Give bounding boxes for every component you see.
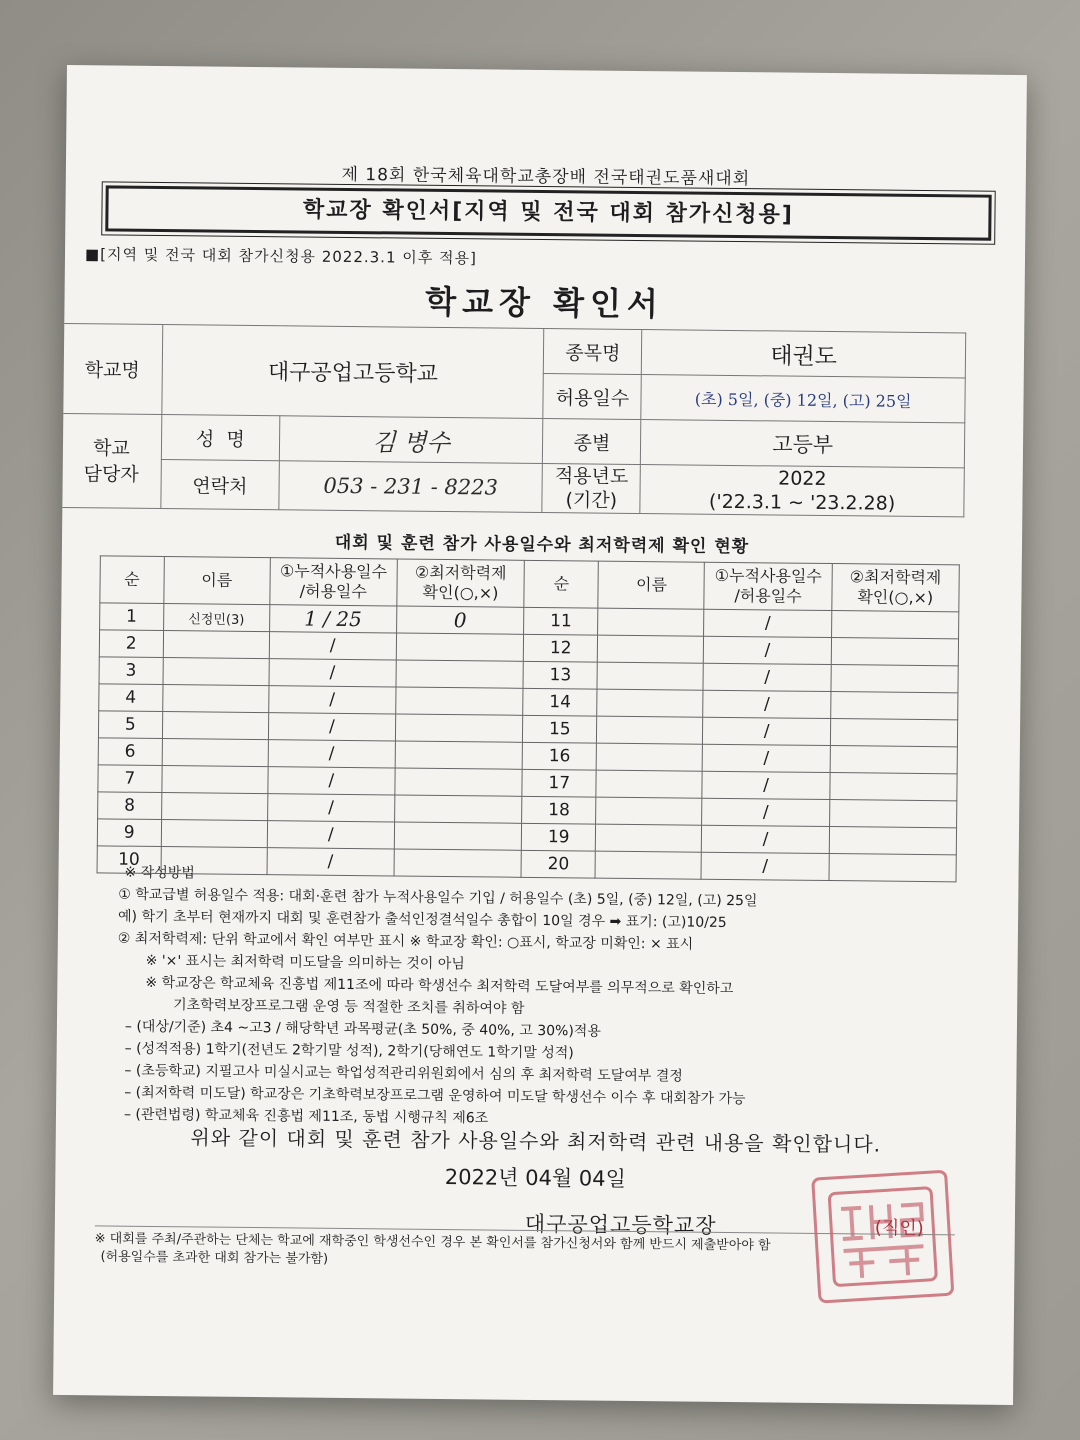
row-no: 2 [99,630,163,658]
manager-name: 김 병수 [279,416,543,464]
issue-date: 2022년 04월 04일 [444,1165,627,1191]
row-no: 6 [98,738,162,766]
row-no: 19 [521,823,596,851]
row-days: / [703,663,831,691]
row-days: / [267,794,395,822]
row-name: 신정민(3) [163,604,269,632]
row-days: / [268,713,396,741]
status-title: 대회 및 훈련 참가 사용일수와 최저학력제 확인 현황 [334,532,750,558]
confirmation-document [53,65,1027,1405]
row-name [162,685,268,713]
header-name: 이름 [598,561,705,609]
header-no: 순 [524,560,599,608]
row-days: / [702,798,830,826]
row-days: / [268,767,396,795]
row-days: / [704,636,832,664]
row-no: 5 [98,711,162,739]
row-no: 18 [522,796,597,824]
division-label: 종별 [543,419,641,465]
status-rows [97,603,959,882]
row-achievement [396,660,524,688]
row-achievement [829,827,957,855]
application-notice: ■[지역 및 전국 대회 참가신청용 2022.3.1 이후 적용] [84,245,477,268]
row-achievement [395,741,523,769]
principal-name: 대구공업고등학교장 [524,1211,717,1238]
row-days: / [703,690,831,718]
row-no: 3 [99,657,163,685]
header-days: ①누적사용일수 /허용일수 [704,562,832,610]
row-name [598,635,704,663]
boxed-title: 학교장 확인서[지역 및 전국 대회 참가신청용] [105,185,991,240]
header-no: 순 [100,556,164,604]
row-achievement [394,822,522,850]
period-value: ('22.3.1 ~ '23.2.28) [708,490,896,515]
row-achievement [831,611,959,639]
name-label: 성 명 [161,415,279,461]
instruction-line: – (대상/기준) 초4 ~고3 / 해당학년 과목평균(초 50%, 중 40%, 고 30%)적용 [124,1018,601,1040]
usage-status-table [97,555,960,882]
row-achievement [831,638,959,666]
row-no: 20 [521,850,596,878]
header-name: 이름 [163,557,270,605]
row-no: 9 [97,819,161,847]
header-achievement: ②최저학력제 확인(○,×) [832,564,960,612]
school-value: 대구공업고등학교 [162,325,544,419]
row-days: / [701,852,829,880]
row-achievement [830,692,958,720]
row-name [162,739,268,767]
footnote-line: (허용일수를 초과한 대회 참가는 불가함) [100,1249,329,1267]
row-name [161,793,267,821]
footnote [94,1225,954,1275]
row-achievement [396,633,524,661]
contact-value: 053 - 231 - 8223 [279,461,543,513]
footnote-line: ※ 대회를 주최/주관하는 단체는 학교에 재학중인 학생선수인 경우 본 확인서를 참가신청서와 함께 반드시 제출받아야 함 [94,1231,771,1254]
row-days: / [268,686,396,714]
row-no: 15 [523,715,598,743]
event-label: 종목명 [544,329,642,375]
row-no: 1 [100,603,164,631]
row-achievement [830,773,958,801]
row-no: 14 [523,688,598,716]
event-value: 태권도 [642,330,966,378]
instruction-line: 예) 학기 초부터 현재까지 대회 및 훈련참가 출석인정결석일수 총합이 10일 경우 ➡ 표기: (고)10/25 [117,908,727,931]
row-days: / [269,632,397,660]
row-name [163,631,269,659]
row-achievement [395,795,523,823]
header-achievement: ②최저학력제 확인(○,×) [397,559,525,607]
instruction-line: ※ 학교장은 학교체육 진흥법 제11조에 따라 학생선수 최저학력 도달여부를 의무적으로 확인하고 [145,974,734,998]
row-name [597,716,703,744]
row-days: / [268,740,396,768]
row-name [597,689,703,717]
row-name [162,712,268,740]
row-name [162,766,268,794]
row-achievement [829,800,957,828]
competition-name: 제 18회 한국체육대학교총장배 전국태권도품새대회 [341,164,751,190]
instruction-line: ② 최저학력제: 단위 학교에서 확인 여부만 표시 ※ 학교장 확인: ○표시, 학교장 미확인: × 표시 [117,930,694,953]
year-cell [640,465,964,517]
row-name [596,824,702,852]
row-days: / [702,771,830,799]
row-achievement: 0 [396,606,524,634]
row-no: 8 [98,792,162,820]
school-label: 학교명 [62,323,163,414]
row-name [161,820,267,848]
year-label: 적용년도 (기간) [542,464,640,514]
contact-label: 연락처 [161,460,279,510]
row-name [597,743,703,771]
row-achievement [396,687,524,715]
confirmation-statement: 위와 같이 대회 및 훈련 참가 사용일수와 최저학력 관련 내용을 확인합니다. [190,1125,882,1157]
row-achievement [831,665,959,693]
instruction-line: 기초학력보장프로그램 운영 등 적절한 조치를 취하여야 함 [173,997,525,1017]
instruction-line: ① 학교급별 허용일수 적용: 대회·훈련 참가 누적사용일수 기입 / 허용일수 (초) 5일, (중) 12일, (고) 25일 [118,886,758,910]
row-no: 16 [522,742,597,770]
row-name [163,658,269,686]
row-days: 1 / 25 [269,605,397,633]
instructions-heading: ※ 작성방법 [124,864,195,882]
row-days: / [267,821,395,849]
days-value: (초) 5일, (중) 12일, (고) 25일 [641,375,965,423]
row-achievement [830,719,958,747]
instruction-line: ※ '×' 표시는 최저학력 미도달을 의미하는 것이 아님 [145,952,465,973]
seal-label: (직인) [874,1217,924,1240]
year-value: 2022 [778,467,827,490]
page-title: 학교장 확인서 [425,282,665,324]
header-days: ①누적사용일수 /허용일수 [270,558,398,606]
division-value: 고등부 [641,420,965,468]
row-no: 13 [523,661,598,689]
instruction-line: – (성적적용) 1학기(전년도 2학기말 성적), 2학기(당해연도 1학기말 성적) [124,1040,574,1062]
row-days: / [704,609,832,637]
row-achievement [830,746,958,774]
row-name [597,662,703,690]
row-days: / [703,717,831,745]
manager-label: 학교 담당자 [61,413,162,508]
instructions [116,862,979,1135]
row-achievement [395,714,523,742]
row-name [596,770,702,798]
row-achievement [395,768,523,796]
row-no: 17 [522,769,597,797]
row-days: / [267,848,395,876]
row-no: 7 [98,765,162,793]
instruction-line: – (최저학력 미도달) 학교장은 기초학력보장프로그램 운영하여 미도달 학생선수 이수 후 대회참가 가능 [124,1084,746,1108]
row-days: / [703,744,831,772]
row-no: 4 [99,684,163,712]
row-no: 12 [523,634,598,662]
row-days: / [702,825,830,853]
row-no: 11 [524,607,599,635]
row-name [596,797,702,825]
row-no: 10 [97,846,161,874]
row-name [598,608,704,636]
days-label: 허용일수 [543,374,641,420]
instruction-line: – (관련법령) 학교체육 진흥법 제11조, 동법 시행규칙 제6조 [123,1106,489,1127]
school-info-table [60,323,966,517]
instruction-line: – (초등학교) 지필고사 미실시교는 학업성적관리위원회에서 심의 후 최저학력 도달여부 결정 [124,1062,683,1085]
row-days: / [269,659,397,687]
